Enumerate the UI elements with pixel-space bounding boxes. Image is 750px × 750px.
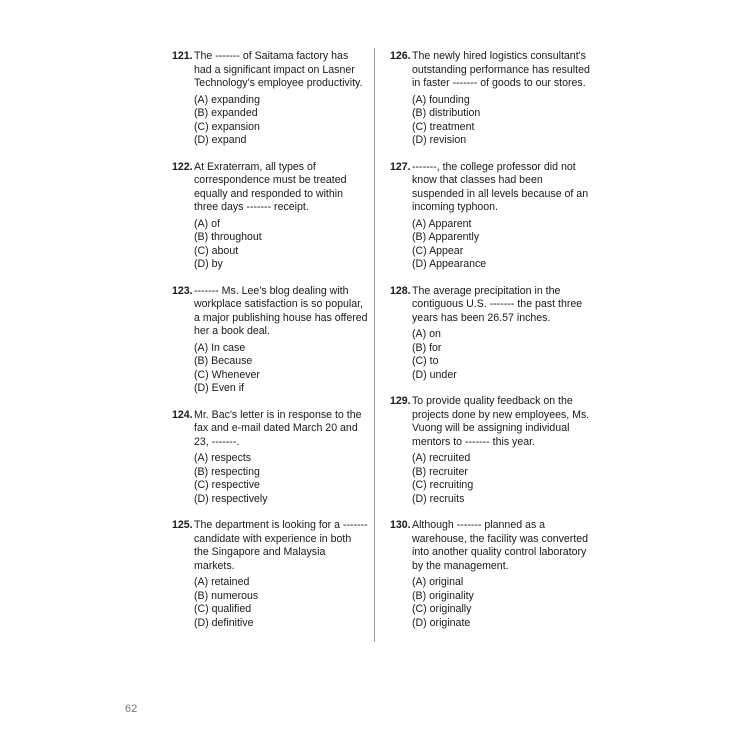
answer-option: (B) throughout [194, 231, 262, 243]
answer-option: (A) founding [412, 93, 470, 106]
answer-option: (C) treatment [412, 120, 475, 133]
question-stem: Although ------- planned as a warehouse, the facility was converted into another quality control laboratory by the management. [412, 519, 589, 572]
question-122 [172, 161, 368, 272]
answer-option: (A) original [412, 576, 464, 588]
answer-option: (B) respecting [194, 465, 260, 478]
question-number: 121. [172, 50, 193, 62]
question-number: 122. [172, 160, 193, 173]
answer-option: (C) respective [194, 479, 260, 491]
question-126 [390, 50, 590, 148]
answer-option: (C) recruiting [412, 479, 474, 491]
question-number: 124. [172, 408, 193, 421]
question-number: 129. [390, 395, 411, 407]
question-stem: -------, the college professor did not know that classes had been suspended in all levels because of an incoming typhoon. [412, 160, 589, 213]
answer-option: (A) Apparent [412, 217, 472, 230]
question-stem: The ------- of Saitama factory has had a significant impact on Lasner Technology's employee productivity. [194, 50, 363, 89]
question-123 [172, 285, 368, 396]
answer-option: (A) recruited [412, 452, 471, 464]
answer-option: (B) recruiter [412, 465, 468, 478]
question-number: 123. [172, 284, 193, 297]
answer-option: (D) recruits [412, 492, 465, 505]
answer-option: (D) revision [412, 134, 467, 146]
answer-option: (D) by [194, 258, 223, 270]
left-column [172, 50, 368, 643]
question-129 [390, 395, 590, 506]
answer-option: (D) Appearance [412, 258, 487, 270]
answer-option: (C) originally [412, 603, 472, 615]
answer-option: (B) expanded [194, 107, 258, 119]
answer-option: (D) originate [412, 616, 471, 629]
answer-option: (C) expansion [194, 120, 260, 133]
answer-option: (B) Apparently [412, 231, 480, 243]
question-127 [390, 161, 590, 272]
answer-option: (D) under [412, 368, 457, 381]
question-number: 130. [390, 519, 411, 531]
question-number: 126. [390, 50, 411, 62]
question-121 [172, 50, 368, 148]
question-124 [172, 409, 368, 507]
answer-option: (D) expand [194, 134, 247, 146]
answer-option: (C) Appear [412, 244, 464, 257]
question-125 [172, 519, 368, 630]
question-stem: ------- Ms. Lee's blog dealing with workplace satisfaction is so popular, a major publishing house has offered her a book deal. [194, 284, 368, 337]
column-divider [374, 48, 375, 642]
answer-option: (C) to [412, 355, 439, 367]
answer-option: (C) Whenever [194, 368, 260, 381]
answer-option: (D) definitive [194, 616, 254, 629]
answer-option: (C) qualified [194, 603, 252, 615]
question-number: 127. [390, 160, 411, 173]
question-number: 125. [172, 519, 193, 531]
answer-option: (A) on [412, 328, 441, 340]
answer-option: (B) for [412, 341, 442, 354]
question-stem: At Exraterram, all types of correspondence must be treated equally and responded to within three days ------- receipt. [194, 160, 347, 213]
right-column [390, 50, 590, 643]
answer-option: (D) Even if [194, 382, 245, 394]
question-stem: The average precipitation in the contiguous U.S. ------- the past three years has been 26.57 inches. [412, 284, 583, 324]
answer-option: (B) Because [194, 355, 253, 367]
question-number: 128. [390, 284, 411, 297]
answer-option: (B) originality [412, 589, 474, 602]
answer-option: (A) of [194, 217, 220, 230]
question-stem: Mr. Bac's letter is in response to the fax and e-mail dated March 20 and 23, -------. [194, 408, 362, 448]
answer-option: (A) retained [194, 576, 250, 588]
question-128 [390, 285, 590, 383]
answer-option: (B) distribution [412, 107, 481, 119]
question-130 [390, 519, 590, 630]
answer-option: (A) respects [194, 452, 252, 464]
answer-option: (A) expanding [194, 93, 260, 106]
question-stem: The department is looking for a ------- candidate with experience in both the Singapore and Malaysia markets. [194, 519, 368, 572]
answer-option: (A) In case [194, 341, 246, 354]
question-stem: The newly hired logistics consultant's outstanding performance has resulted in faster ------- of goods to our stores. [412, 50, 590, 89]
answer-option: (B) numerous [194, 589, 259, 602]
answer-option: (D) respectively [194, 492, 268, 505]
answer-option: (C) about [194, 244, 239, 257]
page-number: 62 [125, 703, 138, 715]
question-stem: To provide quality feedback on the projects done by new employees, Ms. Vuong will be assigning individual mentors to ------- this year. [412, 395, 590, 448]
